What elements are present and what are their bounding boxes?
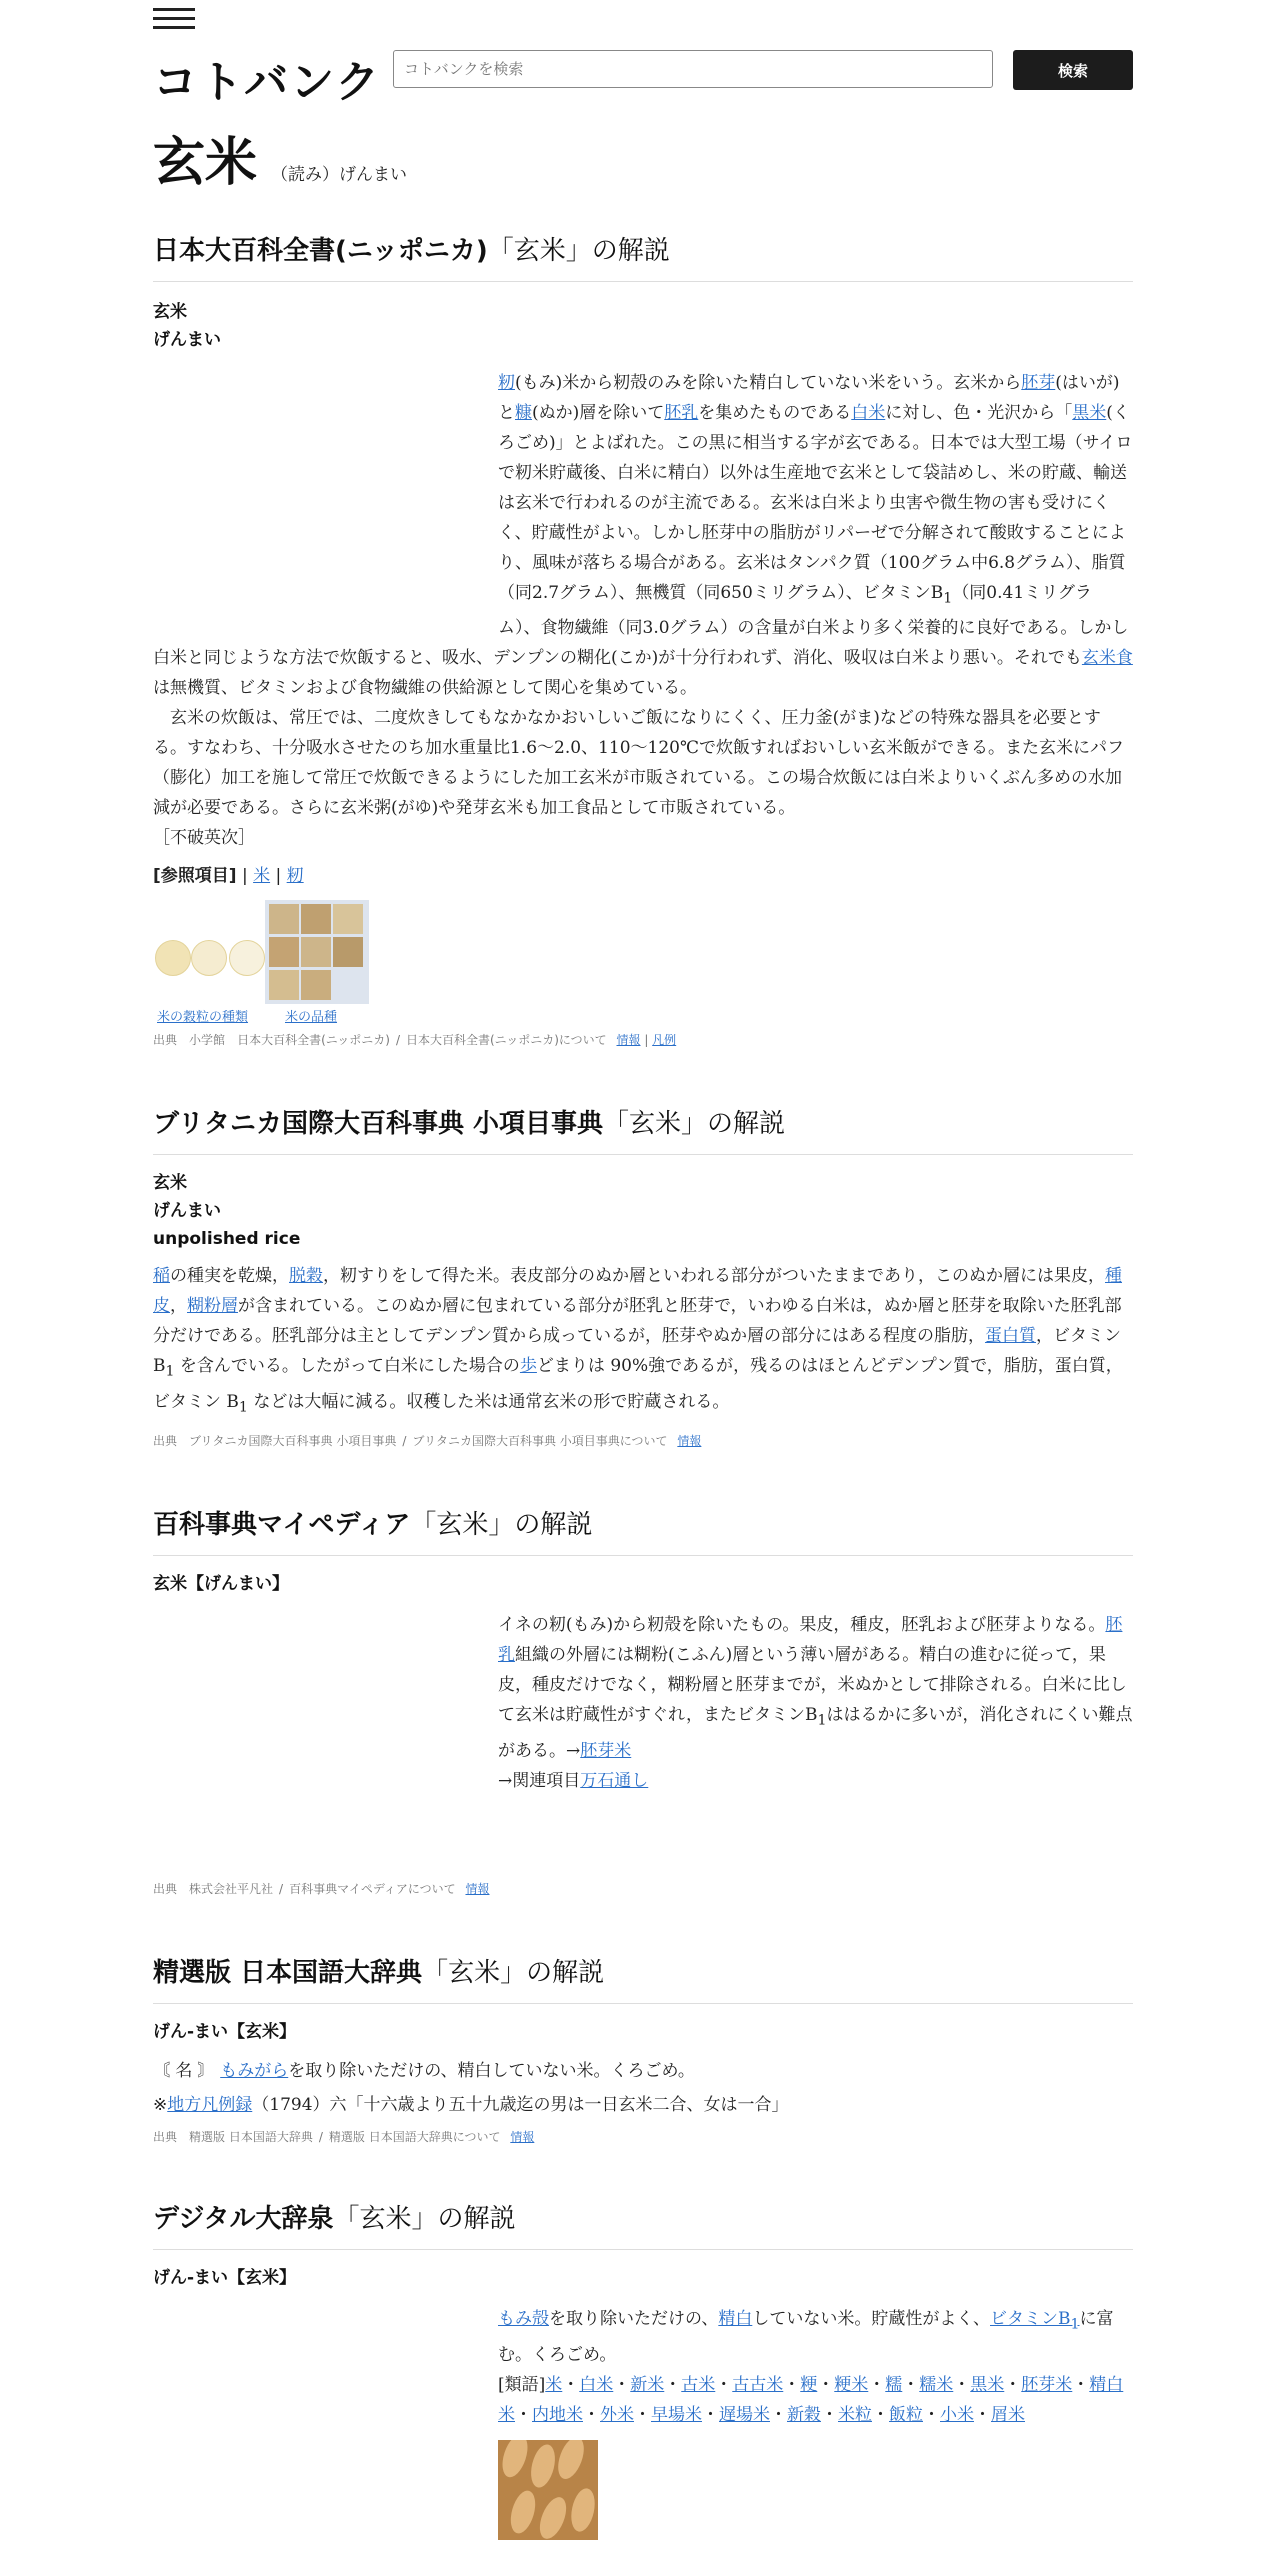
publisher: 小学館: [189, 1033, 226, 1048]
reference-label: [参照項目]: [153, 866, 237, 887]
text: していない米。貯蔵性がよく、: [752, 2309, 990, 2330]
related-separator: ・: [664, 2374, 682, 2395]
section-title-source: ブリタニカ国際大百科事典 小項目事典: [153, 1109, 604, 1140]
source-line: 出典 ブリタニカ国際大百科事典 小項目事典 / ブリタニカ国際大百科事典 小項目事典について 情報: [153, 1434, 702, 1449]
subscript: 1: [165, 1363, 175, 1380]
headword: げん‐まい【玄米】: [153, 2268, 297, 2289]
entry-title: 玄米: [153, 133, 258, 193]
layout-spacer: [153, 368, 498, 638]
link-tanpakushitsu[interactable]: 蛋白質: [984, 1326, 1036, 1347]
related-separator: ・: [770, 2404, 787, 2425]
link-haiga[interactable]: 胚芽: [1021, 373, 1056, 393]
source-label: 出典: [153, 1882, 178, 1897]
related-separator: ・: [923, 2404, 940, 2425]
link-kurogome[interactable]: 黒米: [1072, 403, 1107, 423]
link-shuhi[interactable]: 種皮: [153, 1266, 1122, 1317]
related-word-link[interactable]: 早場米: [651, 2404, 702, 2425]
link-dakkoku[interactable]: 脱穀: [289, 1266, 323, 1287]
text: ，籾すりをして得た米。表皮部分のぬか層といわれる部分がついたままであり，このぬか層には果皮，: [323, 1266, 1105, 1287]
section-mypedia: [153, 1504, 1133, 1898]
source-line: 出典 精選版 日本国語大辞典 / 精選版 日本国語大辞典について 情報: [153, 2130, 535, 2145]
section-title-suffix: 「玄米」の解説: [422, 1958, 605, 1989]
image-caption-link[interactable]: 米の品種: [285, 1010, 338, 1026]
related-separator: ・: [821, 2404, 838, 2425]
about-source: 精選版 日本国語大辞典について: [328, 2130, 501, 2145]
headword: 玄米: [153, 302, 187, 322]
about-source: 百科事典マイペディアについて: [289, 1882, 456, 1897]
section-title: [153, 1952, 1133, 2004]
subscript: 1: [238, 1399, 248, 1416]
ref-link[interactable]: 籾: [286, 866, 304, 887]
text: は無機質、ビタミンおよび食物繊維の供給源として関心を集めている。: [153, 678, 697, 699]
section-nikkoku: [153, 1952, 1133, 2146]
ref-link[interactable]: 米: [253, 866, 271, 887]
entry-reading: （読み）げんまい: [271, 165, 408, 185]
info-link[interactable]: 情報: [465, 1882, 490, 1897]
related-word-link[interactable]: 黒米: [970, 2374, 1005, 2395]
text: 組織の外層には糊粉(こふん)層という薄い層がある。精白の進むに従って，果皮，種皮だけでなく，糊粉層と胚芽までが，米ぬかとして排除される。白米に比して玄米は貯蔵性がすぐれ，またビタミンB: [498, 1645, 1127, 1726]
section-title-source: 精選版 日本国語大辞典: [153, 1958, 423, 1989]
related-word-link[interactable]: 小米: [940, 2404, 974, 2425]
article-body: [153, 368, 1133, 853]
text: (くろごめ)」とよばれた。この黒に相当する字が玄である。日本では大型工場（サイロで籾米貯蔵後、白米に精白）以外は生産地で玄米として袋詰めし、米の貯蔵、輸送は玄米で行われるのが主流である。玄米は白米より虫害や微生物の害も受けにくく、貯蔵性がよい。しかし胚芽中の脂肪がリパーゼで分解されて酸敗することにより、風味が落ちる場合がある。玄米はタンパク質（100グラム中6.8グラム）、脂質（同2.7グラム）、無機質（同650ミリグラム）、ビタミンB: [498, 403, 1133, 603]
source-line: 出典 株式会社平凡社 / 百科事典マイペディアについて 情報: [153, 1882, 490, 1897]
source-name: ブリタニカ国際大百科事典 小項目事典: [189, 1434, 397, 1449]
related-separator: ・: [583, 2404, 600, 2425]
link-ine[interactable]: 稲: [153, 1266, 170, 1287]
source-label: 出典: [153, 1434, 178, 1449]
section-title-suffix: 「玄米」の解説: [603, 1109, 786, 1140]
source-line: 出典 小学館 日本大百科全書(ニッポニカ) / 日本大百科全書(ニッポニカ)について 情報 | 凡例: [153, 1033, 677, 1048]
source-name: 精選版 日本国語大辞典: [189, 2130, 313, 2145]
related-word-link[interactable]: 屑米: [991, 2404, 1025, 2425]
text: などは大幅に減る。収穫した米は通常玄米の形で貯蔵される。: [247, 1391, 730, 1412]
about-source: ブリタニカ国際大百科事典 小項目事典について: [412, 1434, 668, 1449]
related-separator: ・: [974, 2404, 991, 2425]
link-bu[interactable]: 歩: [519, 1356, 537, 1377]
link-genmaishoku[interactable]: 玄米食: [1081, 648, 1133, 669]
article-body: [153, 1261, 1133, 1422]
publisher: 株式会社平凡社: [189, 1882, 274, 1897]
text: が含まれている。このぬか層に包まれている部分が胚乳と胚芽で，いわゆる白米は，ぬか層と胚芽を取除いた胚乳部分だけである。胚乳部分は主としてデンプン質から成っているが，胚芽やぬか層の部分にはある程度の脂肪，: [153, 1296, 1122, 1347]
link-seihaku[interactable]: 精白: [718, 2309, 753, 2330]
text: に対し、色・光沢から「: [885, 403, 1073, 423]
related-words: [498, 2375, 1123, 2425]
section-title: [153, 2198, 1133, 2250]
link-momi[interactable]: 籾: [498, 373, 515, 393]
paragraph: 玄米の炊飯は、常圧では、二度炊きしてもなかなかおいしいご飯になりにくく、圧力釜(がま)などの特殊な器具を必要とする。すなわち、十分吸水させたのち加水重量比1.6～2.0、110～120℃で炊飯すればおいしい玄米飯ができる。また玄米にパフ（膨化）加工を施して常圧で炊飯できるようにした加工玄米が市販されている。この場合炊飯には白米よりいくぶん多めの水加減が必要である。さらに玄米粥(がゆ)や発芽玄米も加工食品として市販されている。: [153, 708, 1124, 819]
headword-reading: げんまい: [153, 1201, 221, 1222]
link-nuka[interactable]: 糠: [515, 403, 532, 423]
related-word-link[interactable]: 新穀: [787, 2404, 821, 2425]
headword-reading: げんまい: [153, 330, 221, 350]
site-header: [153, 0, 1153, 108]
brown-rice-photo[interactable]: [498, 2440, 598, 2540]
text: （同0.41ミリグラム）、食物繊維（同3.0グラム）の含量が白米より多く栄養的に良好である。しかし白米と同じような方法で炊飯すると、吸水、デンプンの糊化(こか)が十分行われず、消化、吸収は白米より悪い。それでも: [153, 583, 1129, 669]
site-logo[interactable]: コトバンク: [153, 57, 382, 108]
related-separator: ・: [613, 2374, 631, 2395]
related-separator: ・: [1072, 2374, 1090, 2395]
related-word-link[interactable]: 新米: [630, 2374, 665, 2395]
link-jikata-hanreiroku[interactable]: 地方凡例録: [167, 2095, 253, 2116]
text: ははるかに多いが，消化されにくい難点がある。→: [498, 1705, 1133, 1761]
text: ，: [170, 1296, 187, 1317]
related-separator: ・: [1004, 2374, 1022, 2395]
article-body: [153, 2054, 1133, 2122]
text: (ぬか)層を除いて: [532, 403, 665, 423]
section-title: [153, 230, 1133, 282]
related-word-link[interactable]: 粳: [800, 2374, 818, 2395]
related-word-link[interactable]: 糯: [885, 2374, 903, 2395]
link-mangokudoshi[interactable]: 万石通し: [580, 1770, 649, 1791]
text: (もみ)米から籾殻のみを除いた精白していない米をいう。玄米から: [515, 373, 1022, 393]
related-word-link[interactable]: 精白米: [498, 2374, 1124, 2425]
search-input[interactable]: [393, 50, 993, 88]
related-separator: ・: [715, 2374, 733, 2395]
article-body: [153, 2304, 1133, 2539]
related-word-link[interactable]: 粳米: [834, 2374, 869, 2395]
related-word-link[interactable]: 米: [545, 2374, 563, 2395]
section-title-source: デジタル大辞泉: [153, 2204, 334, 2235]
related-word-link[interactable]: 古古米: [732, 2374, 784, 2395]
section-title-source: 百科事典マイペディア: [153, 1510, 411, 1541]
related-word-link[interactable]: 米粒: [838, 2404, 872, 2425]
grain-types-thumbnail[interactable]: [155, 922, 267, 994]
subscript: 1: [1070, 2316, 1080, 2333]
rice-varieties-thumbnail[interactable]: [265, 900, 369, 1004]
related-separator: ・: [515, 2404, 532, 2425]
section-title: [153, 1504, 1133, 1556]
link-text: ビタミンB: [990, 2309, 1071, 2330]
related-separator: ・: [872, 2404, 889, 2425]
related-word-link[interactable]: 白米: [579, 2374, 614, 2395]
related-separator: ・: [783, 2374, 801, 2395]
source-label: 出典: [153, 1033, 178, 1048]
section-title: [153, 1103, 1133, 1155]
image-caption-link[interactable]: 米の穀粒の種類: [157, 1010, 249, 1026]
reference-items: [参照項目] | 米 | 籾: [153, 866, 304, 887]
related-word-link[interactable]: 胚芽米: [1021, 2374, 1073, 2395]
related-separator: ・: [953, 2374, 971, 2395]
related-word-link[interactable]: 外米: [600, 2404, 634, 2425]
text: に富む。くろごめ。: [498, 2309, 1114, 2365]
text: を取り除いただけの、精白していない米。くろごめ。: [288, 2061, 695, 2082]
text: →関連項目: [498, 1770, 581, 1791]
link-hakumai[interactable]: 白米: [851, 403, 886, 423]
section-daijisen: [153, 2198, 1133, 2539]
headword-english: unpolished rice: [153, 1229, 301, 1250]
pos-tag: 〘 名 〙: [153, 2061, 215, 2082]
related-separator: ・: [702, 2404, 719, 2425]
text: を集めたものである: [698, 403, 852, 423]
related-separator: ・: [817, 2374, 835, 2395]
info-link[interactable]: 情報: [677, 1434, 702, 1449]
hamburger-menu-icon[interactable]: [153, 8, 195, 30]
headword: げん‐まい【玄米】: [153, 2022, 297, 2043]
legend-link[interactable]: 凡例: [652, 1033, 677, 1048]
info-link[interactable]: 情報: [510, 2130, 535, 2145]
source-name: 日本大百科全書(ニッポニカ): [237, 1033, 390, 1048]
related-separator: ・: [634, 2404, 651, 2425]
link-momigara[interactable]: もみがら: [220, 2061, 289, 2082]
link-haigamai[interactable]: 胚芽米: [580, 1740, 632, 1761]
subscript: 1: [943, 590, 953, 607]
text: を取り除いただけの、: [549, 2309, 719, 2330]
entry-heading: [153, 120, 1153, 193]
related-word-link[interactable]: 内地米: [532, 2404, 583, 2425]
link-momigara[interactable]: もみ殻: [498, 2309, 549, 2330]
related-label: [類語]: [498, 2374, 546, 2395]
text: (はいが)と: [498, 373, 1120, 423]
text: の種実を乾燥，: [170, 1266, 289, 1287]
section-title-suffix: 「玄米」の解説: [333, 2204, 516, 2235]
subscript: 1: [817, 1712, 827, 1729]
source-label: 出典: [153, 2130, 178, 2145]
related-word-link[interactable]: 糯米: [919, 2374, 954, 2395]
related-word-link[interactable]: 飯粒: [889, 2404, 923, 2425]
text: （1794）六「十六歳より五十九歳迄の男は一日玄米二合、女は一合」: [252, 2095, 789, 2116]
text: どまりは 90%強であるが，残るのはほとんどデンプン質で，脂肪，蛋白質，ビタミン B: [153, 1356, 1123, 1412]
headword: 玄米【げんまい】: [153, 1574, 289, 1595]
link-hainyu[interactable]: 胚乳: [498, 1615, 1123, 1666]
about-source: 日本大百科全書(ニッポニカ)について: [406, 1033, 607, 1048]
related-word-link[interactable]: 遅場米: [719, 2404, 770, 2425]
headword: 玄米: [153, 1173, 187, 1194]
related-word-link[interactable]: 古米: [681, 2374, 716, 2395]
text: イネの籾(もみ)から籾殻を除いたもの。果皮，種皮，胚乳および胚芽よりなる。: [498, 1615, 1106, 1636]
section-title-suffix: 「玄米」の解説: [410, 1510, 593, 1541]
link-hainyu[interactable]: 胚乳: [664, 403, 699, 423]
section-title-suffix: 「玄米」の解説: [487, 236, 670, 266]
article-body: [153, 1610, 1133, 1880]
section-britannica: [153, 1103, 1133, 1450]
link-vitamin-b1[interactable]: [990, 2309, 1080, 2333]
section-title-source: 日本大百科全書(ニッポニカ): [153, 236, 488, 266]
text: ，ビタミン B: [153, 1326, 1121, 1377]
related-separator: ・: [562, 2374, 580, 2395]
section-nipponica: [153, 230, 1133, 1049]
citation-mark: ※: [153, 2095, 168, 2116]
link-kofunso[interactable]: 糊粉層: [187, 1296, 238, 1317]
related-separator: ・: [902, 2374, 920, 2395]
related-separator: ・: [868, 2374, 886, 2395]
image-gallery: [153, 900, 1133, 1025]
author: ［不破英次］: [153, 828, 255, 849]
info-link[interactable]: 情報: [616, 1033, 641, 1048]
search-button[interactable]: 検索: [1013, 50, 1133, 90]
text: を含んでいる。したがって白米にした場合の: [174, 1356, 520, 1377]
